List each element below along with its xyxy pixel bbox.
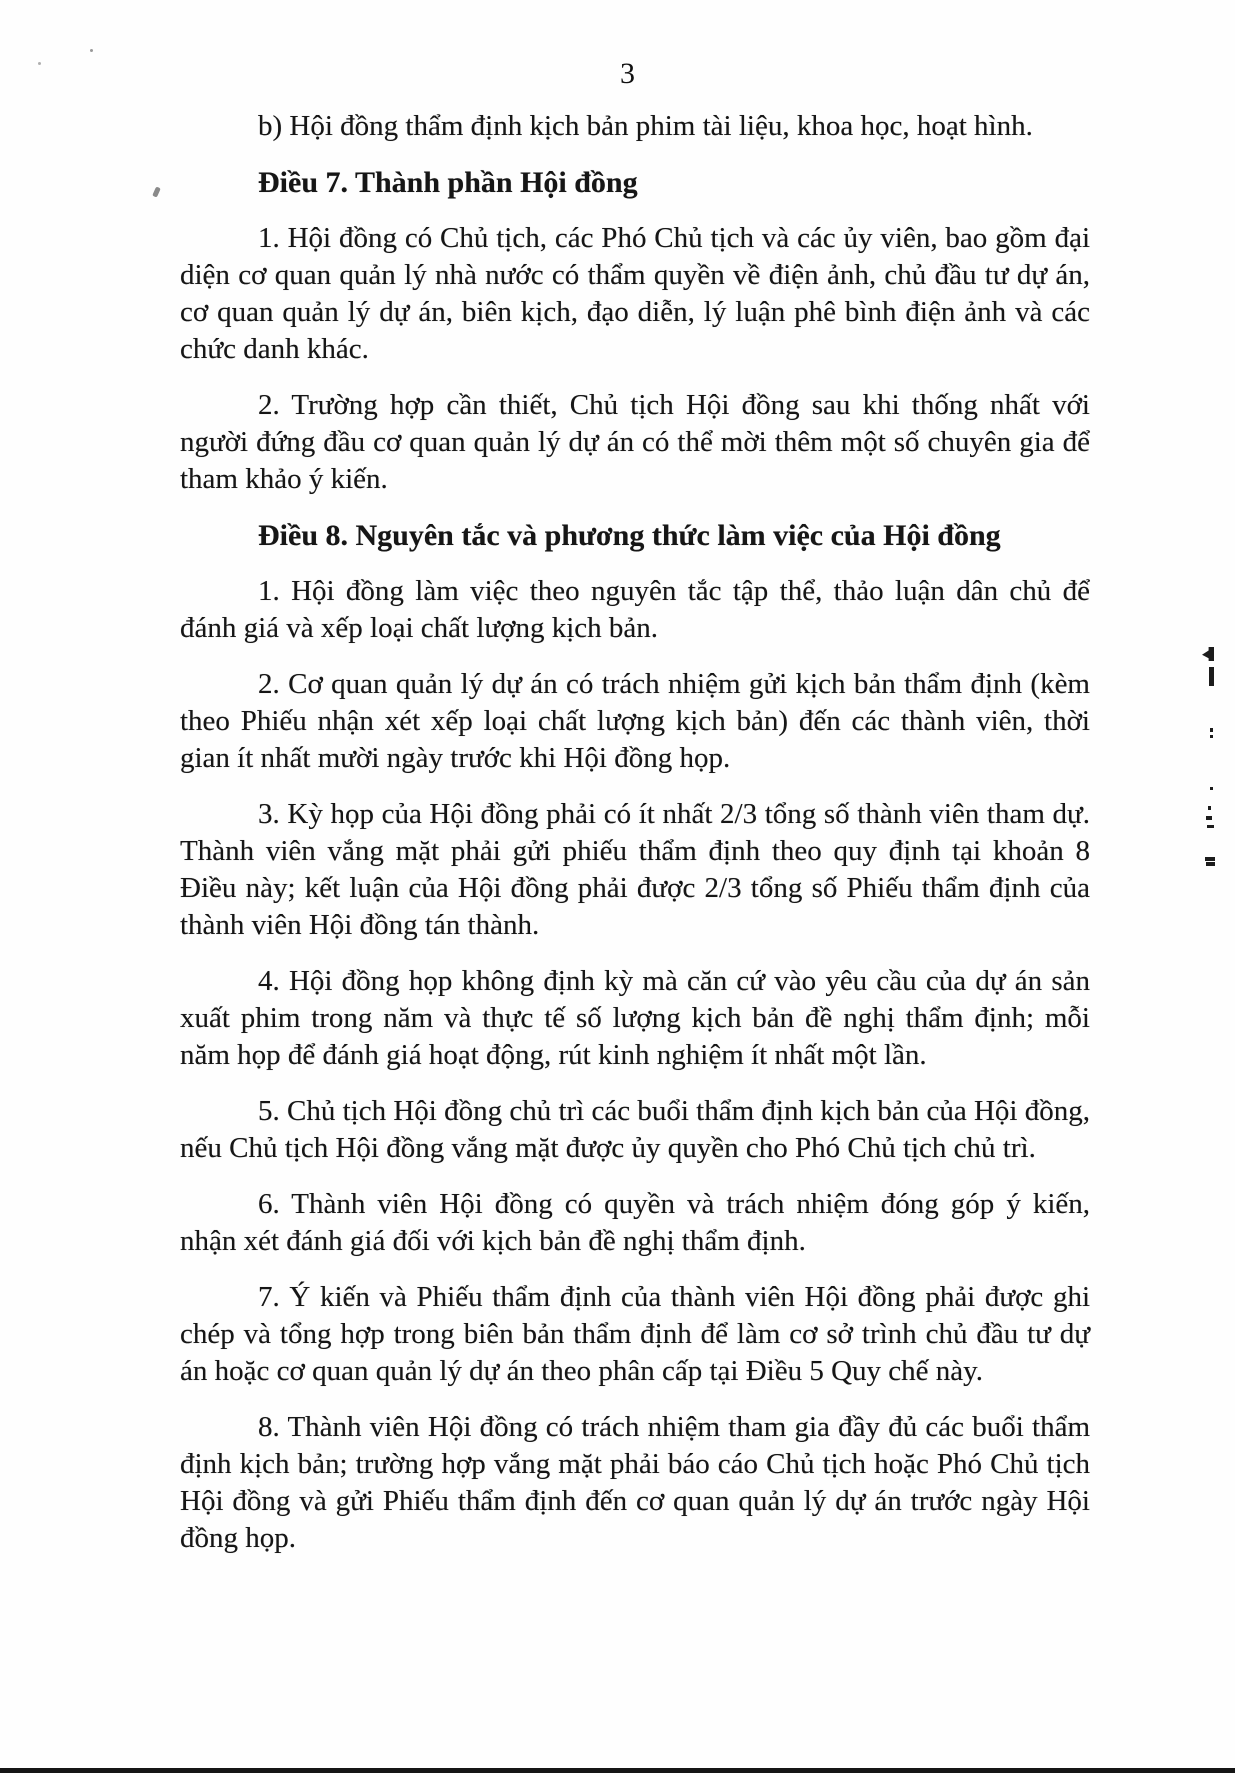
heading-dieu-7: Điều 7. Thành phần Hội đồng [258,166,638,199]
paragraph-dieu8-1: 1. Hội đồng làm việc theo nguyên tắc tập thể, thảo luận dân chủ để đánh giá và xếp loại chất lượng kịch bản. [180,575,1090,644]
paragraph-item-b: b) Hội đồng thẩm định kịch bản phim tài liệu, khoa học, hoạt hình. [258,110,1033,142]
scan-artifact [1210,735,1213,738]
paragraph-dieu8-7: 7. Ý kiến và Phiếu thẩm định của thành viên Hội đồng phải được ghi chép và tổng hợp trong biên bản thẩm định để làm cơ sở trình chủ đầu tư dự án hoặc cơ quan quản lý dự án theo phân cấp tại Điều 5 Quy chế này. [180,1281,1090,1387]
paragraph-dieu8-4: 4. Hội đồng họp không định kỳ mà căn cứ vào yêu cầu của dự án sản xuất phim trong năm và thực tế số lượng kịch bản đề nghị thẩm định; mỗi năm họp để đánh giá hoạt động, rút kinh nghiệm ít nhất một lần. [180,965,1090,1071]
paragraph-dieu8-2: 2. Cơ quan quản lý dự án có trách nhiệm gửi kịch bản thẩm định (kèm theo Phiếu nhận xét xếp loại chất lượng kịch bản) đến các thành viên, thời gian ít nhất mười ngày trước khi Hội đồng họp. [180,668,1090,774]
paragraph-dieu8-6: 6. Thành viên Hội đồng có quyền và trách nhiệm đóng góp ý kiến, nhận xét đánh giá đối với kịch bản đề nghị thẩm định. [180,1188,1090,1257]
scan-speck [152,186,161,197]
scan-artifact [1207,825,1214,828]
paragraph-dieu7-1: 1. Hội đồng có Chủ tịch, các Phó Chủ tịch và các ủy viên, bao gồm đại diện cơ quan quản lý nhà nước có thẩm quyền về điện ảnh, chủ đầu tư dự án, cơ quan quản lý dự án, biên kịch, đạo diễn, lý luận phê bình điện ảnh và các chức danh khác. [180,222,1090,365]
scan-speck [90,49,93,52]
scan-speck [38,62,41,65]
page-number: 3 [620,57,635,90]
paragraph-dieu8-5: 5. Chủ tịch Hội đồng chủ trì các buổi thẩm định kịch bản của Hội đồng, nếu Chủ tịch Hội đồng vắng mặt được ủy quyền cho Phó Chủ tịch chủ trì. [180,1095,1090,1164]
scan-artifact [1210,728,1213,732]
document-body [180,108,1090,1576]
scan-artifact [1209,667,1214,686]
paragraph-dieu8-3: 3. Kỳ họp của Hội đồng phải có ít nhất 2/3 tổng số thành viên tham dự. Thành viên vắng mặt phải gửi phiếu thẩm định theo quy định tại khoản 8 Điều này; kết luận của Hội đồng phải được 2/3 tổng số Phiếu thẩm định của thành viên Hội đồng tán thành. [180,798,1090,941]
scan-artifact [1208,806,1211,810]
scan-artifact [1206,816,1212,820]
paragraph-dieu7-2: 2. Trường hợp cần thiết, Chủ tịch Hội đồng sau khi thống nhất với người đứng đầu cơ quan quản lý dự án có thể mời thêm một số chuyên gia để tham khảo ý kiến. [180,389,1090,495]
scan-artifact [1210,787,1213,790]
paragraph-dieu8-8: 8. Thành viên Hội đồng có trách nhiệm tham gia đầy đủ các buổi thẩm định kịch bản; trường hợp vắng mặt phải báo cáo Chủ tịch hoặc Phó Chủ tịch Hội đồng và gửi Phiếu thẩm định đến cơ quan quản lý dự án trước ngày Hội đồng họp. [180,1411,1090,1554]
scan-artifact [1202,647,1214,661]
page-bottom-scan-line [0,1768,1235,1773]
scan-artifact [1205,857,1215,861]
scan-artifact [1206,862,1215,866]
heading-dieu-8: Điều 8. Nguyên tắc và phương thức làm việc của Hội đồng [258,519,1001,552]
